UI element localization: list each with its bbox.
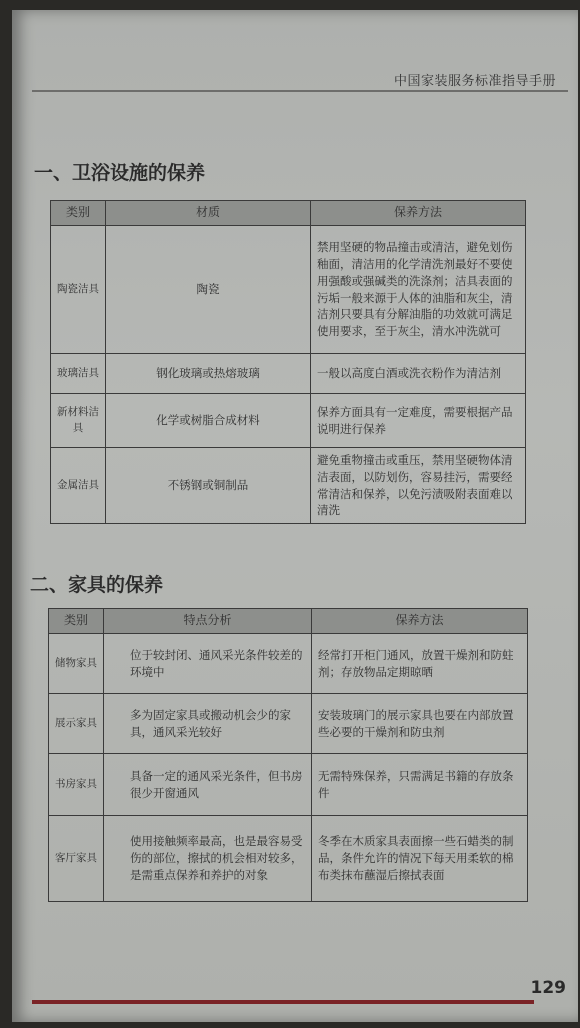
method-cell: 保养方面具有一定难度，需要根据产品说明进行保养 bbox=[311, 394, 526, 448]
category-cell: 玻璃洁具 bbox=[51, 354, 106, 394]
running-header: 中国家装服务标准指导手册 bbox=[393, 74, 556, 89]
feature-cell: 具备一定的通风采光条件，但书房很少开窗通风 bbox=[104, 754, 312, 816]
method-cell: 避免重物撞击或重压，禁用坚硬物体清洁表面，以防划伤，容易挂污，需要经常清洁和保养，以免污渍吸附表面难以清洗 bbox=[311, 448, 526, 524]
table-row bbox=[51, 226, 526, 354]
category-cell: 书房家具 bbox=[49, 754, 104, 816]
section-title-bathroom: 一、卫浴设施的保养 bbox=[34, 162, 206, 184]
table-row bbox=[51, 394, 526, 448]
table-row bbox=[51, 448, 526, 524]
column-header-category: 类别 bbox=[49, 609, 104, 634]
header-rule bbox=[32, 90, 568, 92]
feature-cell: 多为固定家具或搬动机会少的家具，通风采光较好 bbox=[104, 694, 312, 754]
page-number: 129 bbox=[530, 978, 566, 998]
material-cell: 钢化玻璃或热熔玻璃 bbox=[106, 354, 311, 394]
bathroom-care-table bbox=[50, 200, 526, 524]
furniture-care-table bbox=[48, 608, 528, 902]
category-cell: 新材料洁具 bbox=[51, 394, 106, 448]
category-cell: 客厅家具 bbox=[49, 816, 104, 902]
table-row bbox=[49, 754, 528, 816]
category-cell: 陶瓷洁具 bbox=[51, 226, 106, 354]
column-header-material: 材质 bbox=[106, 201, 311, 226]
column-header-feature: 特点分析 bbox=[104, 609, 312, 634]
column-header-category: 类别 bbox=[51, 201, 106, 226]
method-cell: 一般以高度白酒或洗衣粉作为清洁剂 bbox=[311, 354, 526, 394]
method-cell: 冬季在木质家具表面擦一些石蜡类的制品，条件允许的情况下每天用柔软的棉布类抹布蘸湿后擦拭表面 bbox=[312, 816, 528, 902]
category-cell: 金属洁具 bbox=[51, 448, 106, 524]
section-title-furniture: 二、家具的保养 bbox=[30, 574, 164, 596]
category-cell: 展示家具 bbox=[49, 694, 104, 754]
footer-rule bbox=[32, 1000, 534, 1004]
column-header-method: 保养方法 bbox=[312, 609, 528, 634]
table-row bbox=[49, 694, 528, 754]
table-header-row bbox=[51, 201, 526, 226]
feature-cell: 使用接触频率最高，也是最容易受伤的部位，擦拭的机会相对较多，是需重点保养和养护的对象 bbox=[104, 816, 312, 902]
table-row bbox=[49, 634, 528, 694]
material-cell: 不锈钢或铜制品 bbox=[106, 448, 311, 524]
method-cell: 禁用坚硬的物品撞击或清洁，避免划伤釉面，清洁用的化学清洗剂最好不要使用强酸或强碱类的洗涤剂；洁具表面的污垢一般来源于人体的油脂和灰尘，清洁剂只要具有分解油脂的功效就可满足使用要求，至于灰尘，清水冲洗就可 bbox=[311, 226, 526, 354]
table-header-row bbox=[49, 609, 528, 634]
feature-cell: 位于较封闭、通风采光条件较差的环境中 bbox=[104, 634, 312, 694]
material-cell: 陶瓷 bbox=[106, 226, 311, 354]
method-cell: 安装玻璃门的展示家具也要在内部放置些必要的干燥剂和防虫剂 bbox=[312, 694, 528, 754]
method-cell: 无需特殊保养，只需满足书籍的存放条件 bbox=[312, 754, 528, 816]
table-row bbox=[49, 816, 528, 902]
category-cell: 储物家具 bbox=[49, 634, 104, 694]
column-header-method: 保养方法 bbox=[311, 201, 526, 226]
method-cell: 经常打开柜门通风，放置干燥剂和防蛀剂；存放物品定期晾晒 bbox=[312, 634, 528, 694]
table-row bbox=[51, 354, 526, 394]
book-page bbox=[12, 10, 578, 1022]
material-cell: 化学或树脂合成材料 bbox=[106, 394, 311, 448]
